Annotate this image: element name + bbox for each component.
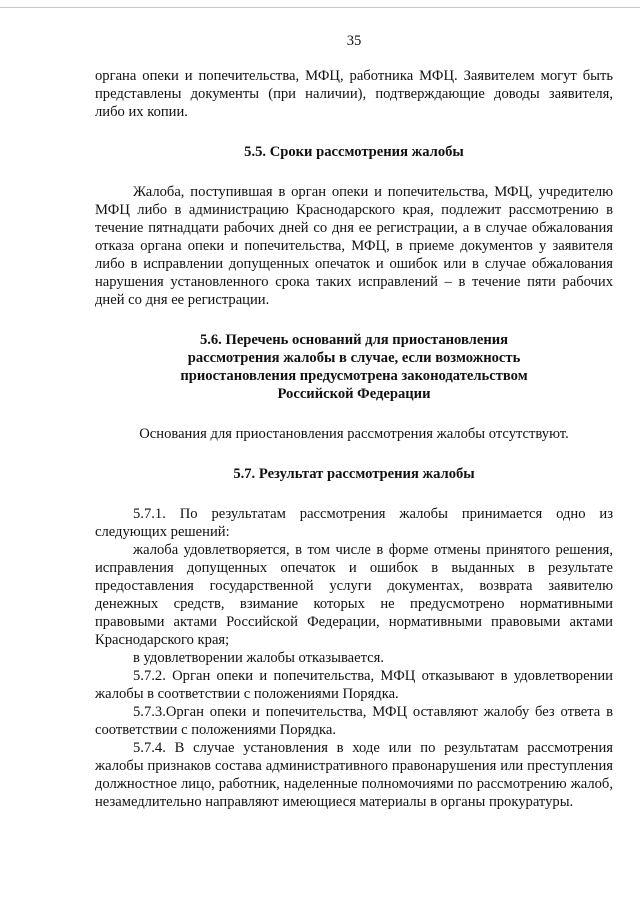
section-5-5-paragraph: Жалоба, поступившая в орган опеки и попечительства, МФЦ, учредителю МФЦ либо в администрацию Краснодарского края, подлежит рассмотрению в течение пятнадцати рабочих дней со дня ее регистрации, а в случае обжалования отказа органа опеки и попечительства, МФЦ, в приеме документов у заявителя либо в исправлении допущенных опечаток и ошибок или в случае обжалования нарушения установленного срока таких исправлений – в течение пяти рабочих дней со дня ее регистрации. <box>95 184 613 308</box>
paragraph-5-7-2: 5.7.2. Орган опеки и попечительства, МФЦ отказывают в удовлетворении жалобы в соответствии с положениями Порядка. <box>95 668 613 702</box>
page-number: 35 <box>346 33 362 49</box>
scan-top-edge <box>0 7 640 8</box>
section-5-6-heading-line: рассмотрения жалобы в случае, если возможность <box>187 350 521 366</box>
section-5-6-heading-line: приостановления предусмотрена законодательством <box>180 368 528 384</box>
paragraph-5-7-1: 5.7.1. По результатам рассмотрения жалобы принимается одно из следующих решений: <box>95 506 613 540</box>
paragraph-5-7-4: 5.7.4. В случае установления в ходе или по результатам рассмотрения жалобы признаков состава административного правонарушения или преступления должностное лицо, работник, наделенные полномочиями по рассмотрению жалоб, незамедлительно направляют имеющиеся материалы в органы прокуратуры. <box>95 740 613 810</box>
section-5-6-paragraph: Основания для приостановления рассмотрения жалобы отсутствуют. <box>139 426 569 442</box>
section-5-7-heading: 5.7. Результат рассмотрения жалобы <box>233 466 475 482</box>
section-5-6-heading <box>95 331 613 403</box>
section-5-5-heading: 5.5. Сроки рассмотрения жалобы <box>244 144 464 160</box>
option-complaint-denied: в удовлетворении жалобы отказывается. <box>133 650 385 666</box>
option-complaint-satisfied: жалоба удовлетворяется, в том числе в форме отмены принятого решения, исправления допущенных опечаток и ошибок в выданных в результате предоставления государственной услуги документах, возврата заявителю денежных средств, взимание которых не предусмотрено нормативными правовыми актами Российской Федерации, нормативными правовыми актами Краснодарского края; <box>95 542 613 648</box>
section-5-6-heading-line: Российской Федерации <box>277 386 431 402</box>
section-5-6-heading-line: 5.6. Перечень оснований для приостановления <box>199 332 509 348</box>
paragraph-5-7-3: 5.7.3.Орган опеки и попечительства, МФЦ оставляют жалобу без ответа в соответствии с положениями Порядка. <box>95 704 613 738</box>
document-page <box>95 32 613 811</box>
intro-paragraph: органа опеки и попечительства, МФЦ, работника МФЦ. Заявителем могут быть представлены документы (при наличии), подтверждающие доводы заявителя, либо их копии. <box>95 68 613 120</box>
